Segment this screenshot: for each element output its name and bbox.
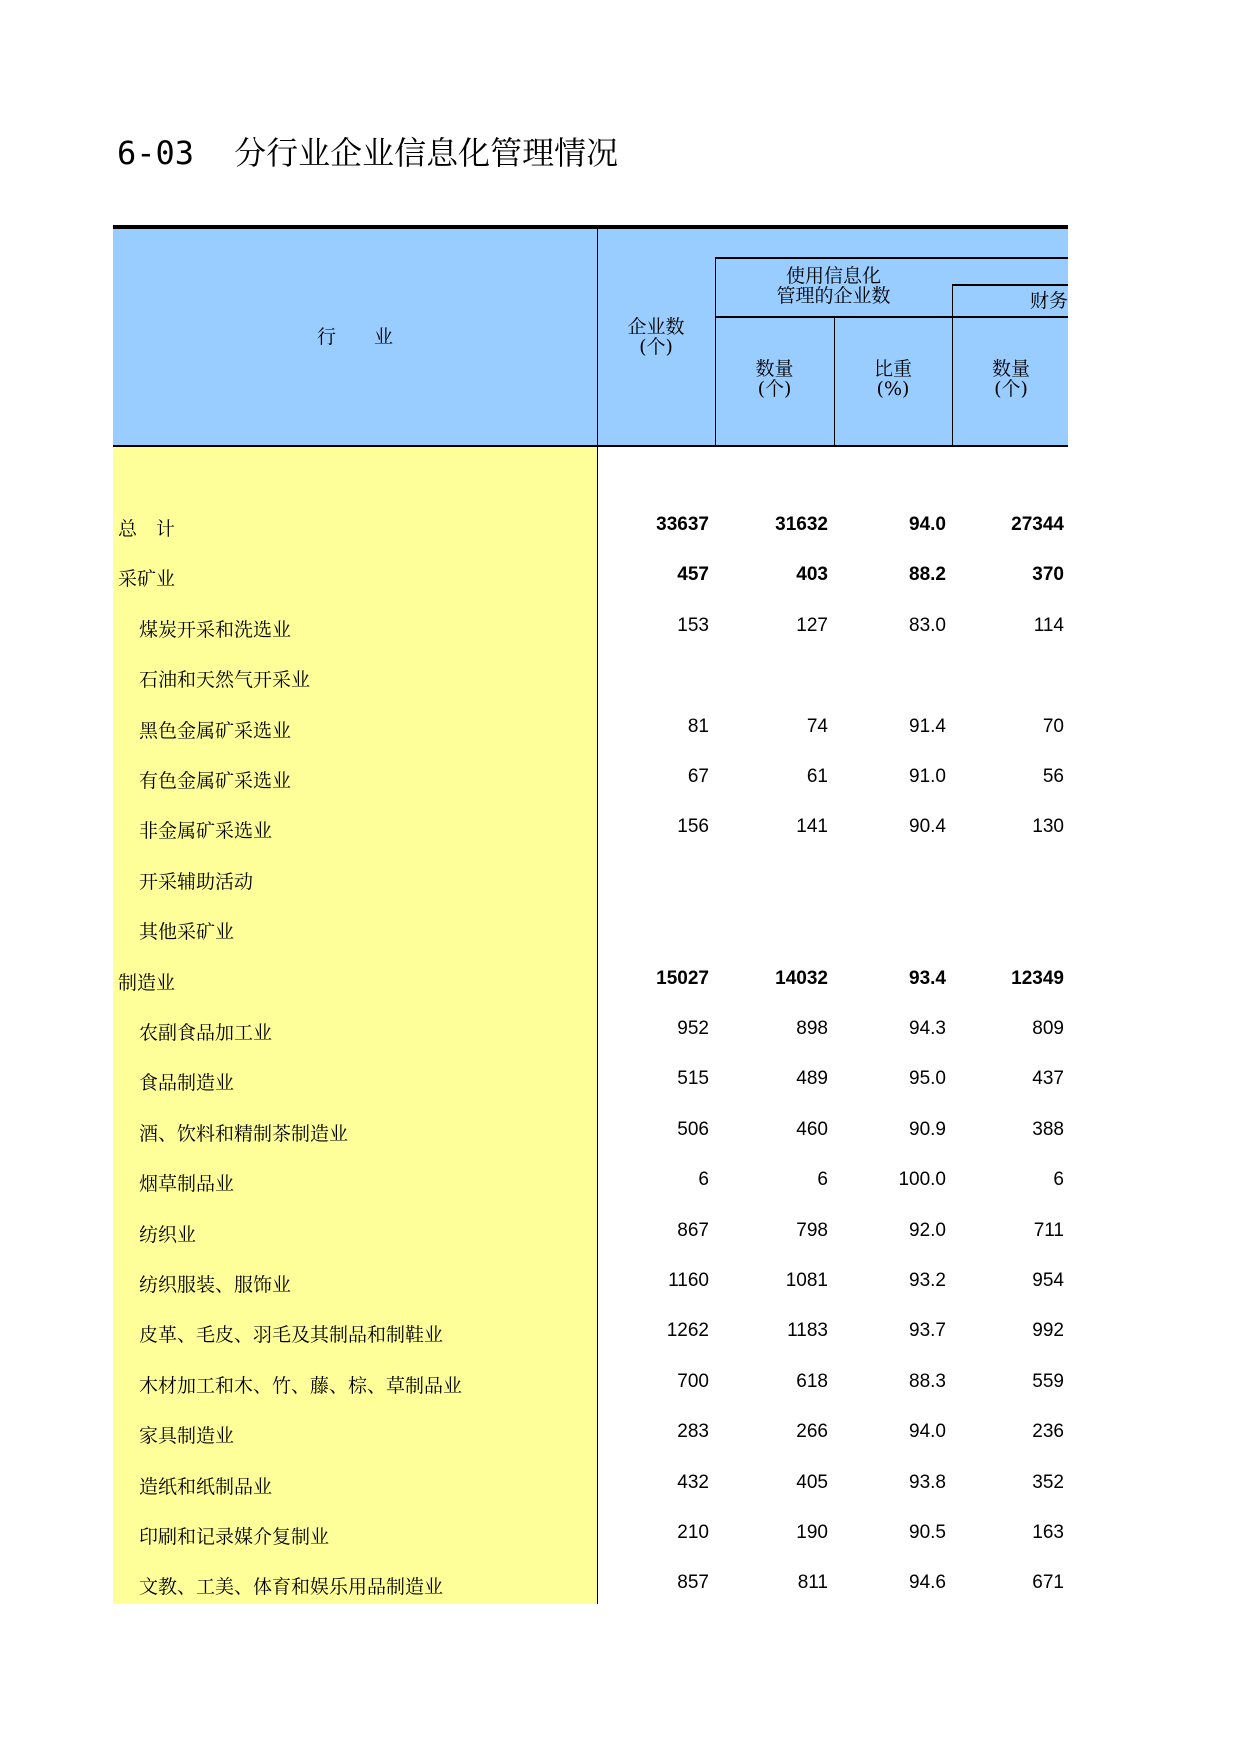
cell-value: 1081 (785, 1270, 828, 1291)
header-qty-label: 数量 (755, 358, 794, 380)
row-label: 石油和天然气开采业 (139, 669, 311, 692)
header-unit: (个) (994, 378, 1028, 400)
cell-value: 27344 (1011, 514, 1064, 535)
cell-value: 515 (677, 1068, 709, 1090)
cell-value: 93.4 (909, 967, 946, 989)
header-industry: 行 业 (316, 326, 393, 348)
cell-value: 163 (1032, 1522, 1064, 1543)
table-row (113, 1508, 1068, 1558)
cell-value: 432 (677, 1471, 709, 1493)
row-label: 采矿业 (118, 568, 176, 591)
cell-value: 91.0 (909, 766, 946, 787)
table-row (113, 1357, 1068, 1407)
row-label: 家具制造业 (139, 1425, 235, 1448)
cell-value: 100.0 (898, 1169, 946, 1191)
header-unit: (个) (639, 336, 673, 358)
table-row (113, 1256, 1068, 1306)
cell-value: 405 (796, 1471, 828, 1493)
header-unit: (%) (876, 378, 910, 400)
cell-value: 67 (687, 766, 709, 787)
cell-value: 437 (1032, 1068, 1064, 1090)
cell-value: 811 (797, 1572, 828, 1594)
table-row (113, 1054, 1068, 1104)
header-using-group: 使用信息化 管理的企业数 (776, 265, 891, 307)
row-label: 皮革、毛皮、羽毛及其制品和制鞋业 (139, 1324, 444, 1347)
table-row (113, 500, 1068, 550)
cell-value: 94.3 (909, 1018, 946, 1039)
cell-value: 95.0 (909, 1068, 946, 1090)
cell-value: 14032 (775, 967, 828, 989)
table-row (113, 1306, 1068, 1356)
cell-value: 283 (677, 1421, 709, 1443)
table-row (113, 853, 1068, 903)
cell-value: 31632 (775, 514, 828, 535)
header-finance-group: 财务 (1029, 290, 1068, 312)
row-label: 纺织服装、服饰业 (139, 1274, 292, 1296)
cell-value: 700 (677, 1370, 709, 1392)
table-row (113, 1206, 1068, 1256)
cell-value: 130 (1032, 816, 1064, 838)
cell-value: 867 (677, 1219, 709, 1241)
row-label: 煤炭开采和洗选业 (139, 618, 292, 641)
cell-value: 127 (796, 614, 828, 636)
table-row (113, 1155, 1068, 1205)
cell-value: 403 (796, 564, 828, 586)
row-label: 食品制造业 (139, 1072, 235, 1095)
cell-value: 90.5 (909, 1522, 946, 1543)
cell-value: 90.9 (909, 1118, 946, 1140)
table-row (113, 651, 1068, 701)
cell-value: 74 (806, 715, 828, 737)
cell-value: 671 (1032, 1572, 1064, 1594)
cell-value: 6 (817, 1169, 828, 1191)
row-label: 非金属矿采选业 (139, 820, 273, 843)
row-label: 其他采矿业 (139, 921, 235, 944)
cell-value: 33637 (656, 514, 709, 535)
cell-value: 94.6 (909, 1572, 946, 1594)
row-label: 制造业 (118, 971, 176, 994)
table-row (113, 601, 1068, 651)
cell-value: 15027 (656, 967, 709, 989)
table-title-text: 分行业企业信息化管理情况 (234, 134, 619, 172)
cell-value: 190 (796, 1522, 828, 1543)
cell-value: 90.4 (909, 816, 946, 838)
cell-value: 1262 (666, 1320, 709, 1342)
cell-value: 92.0 (909, 1219, 946, 1241)
row-label: 开采辅助活动 (139, 870, 254, 893)
table-title (117, 128, 618, 174)
row-label: 农副食品加工业 (139, 1022, 273, 1044)
table-row (113, 1458, 1068, 1508)
table-row (113, 702, 1068, 752)
cell-value: 70 (1042, 715, 1064, 737)
cell-value: 352 (1032, 1471, 1064, 1493)
table-header (113, 225, 1068, 447)
cell-value: 857 (677, 1572, 709, 1594)
cell-value: 236 (1032, 1421, 1064, 1443)
row-label: 文教、工美、体育和娱乐用品制造业 (139, 1576, 444, 1599)
header-unit: (个) (757, 378, 792, 400)
row-label: 造纸和纸制品业 (139, 1475, 273, 1498)
divider (952, 284, 1068, 286)
cell-value: 898 (796, 1018, 828, 1039)
row-label: 木材加工和木、竹、藤、棕、草制品业 (139, 1374, 463, 1397)
cell-value: 81 (687, 715, 709, 737)
table-row (113, 802, 1068, 852)
cell-value: 88.3 (909, 1370, 946, 1392)
table-row (113, 903, 1068, 953)
divider (715, 316, 1068, 318)
cell-value: 992 (1032, 1320, 1064, 1342)
cell-value: 1160 (668, 1270, 709, 1291)
cell-value: 210 (677, 1522, 709, 1543)
cell-value: 156 (677, 816, 709, 838)
cell-value: 370 (1032, 564, 1064, 586)
row-label: 纺织业 (139, 1223, 197, 1246)
header-qty-label: 数量 (991, 358, 1030, 380)
cell-value: 711 (1033, 1219, 1064, 1241)
cell-value: 618 (796, 1370, 828, 1392)
cell-value: 1183 (787, 1320, 828, 1342)
row-label: 烟草制品业 (139, 1173, 235, 1196)
table-row (113, 954, 1068, 1004)
table-row (113, 1105, 1068, 1155)
cell-value: 153 (677, 614, 709, 636)
cell-value: 954 (1032, 1270, 1064, 1291)
cell-value: 88.2 (909, 564, 946, 586)
cell-value: 798 (796, 1219, 828, 1241)
cell-value: 114 (1033, 614, 1064, 636)
cell-value: 460 (796, 1118, 828, 1140)
cell-value: 56 (1042, 766, 1064, 787)
cell-value: 559 (1032, 1370, 1064, 1392)
cell-value: 61 (806, 766, 828, 787)
cell-value: 6 (1053, 1169, 1064, 1191)
cell-value: 266 (796, 1421, 828, 1443)
cell-value: 12349 (1011, 967, 1064, 989)
table-row (113, 1407, 1068, 1457)
cell-value: 93.2 (909, 1270, 946, 1291)
cell-value: 6 (698, 1169, 709, 1191)
cell-value: 91.4 (909, 715, 946, 737)
row-label: 有色金属矿采选业 (139, 770, 292, 792)
row-label: 总 计 (118, 518, 176, 540)
divider (715, 257, 1068, 259)
cell-value: 141 (796, 816, 828, 838)
cell-value: 506 (677, 1118, 709, 1140)
row-label: 黑色金属矿采选业 (139, 719, 292, 742)
header-ratio-label: 比重 (873, 358, 912, 380)
table-row (113, 550, 1068, 600)
cell-value: 94.0 (909, 1421, 946, 1443)
cell-value: 489 (796, 1068, 828, 1090)
cell-value: 83.0 (909, 614, 946, 636)
cell-value: 952 (677, 1018, 709, 1039)
header-enterprises-label: 企业数 (627, 316, 685, 338)
cell-value: 809 (1032, 1018, 1064, 1039)
header-enterprises (597, 317, 715, 357)
header-finance-qty (952, 359, 1070, 399)
header-ratio (834, 359, 952, 399)
cell-value: 93.7 (909, 1320, 946, 1342)
header-qty (715, 359, 834, 399)
table-row (113, 1004, 1068, 1054)
cell-value: 388 (1032, 1118, 1064, 1140)
row-label: 酒、饮料和精制茶制造业 (139, 1122, 349, 1145)
cell-value: 457 (677, 564, 709, 586)
row-label: 印刷和记录媒介复制业 (139, 1526, 330, 1548)
table-row (113, 752, 1068, 802)
cell-value: 94.0 (909, 514, 946, 535)
cell-value: 93.8 (909, 1471, 946, 1493)
table-number: 6-03 (117, 134, 195, 172)
table-row (113, 1558, 1068, 1608)
